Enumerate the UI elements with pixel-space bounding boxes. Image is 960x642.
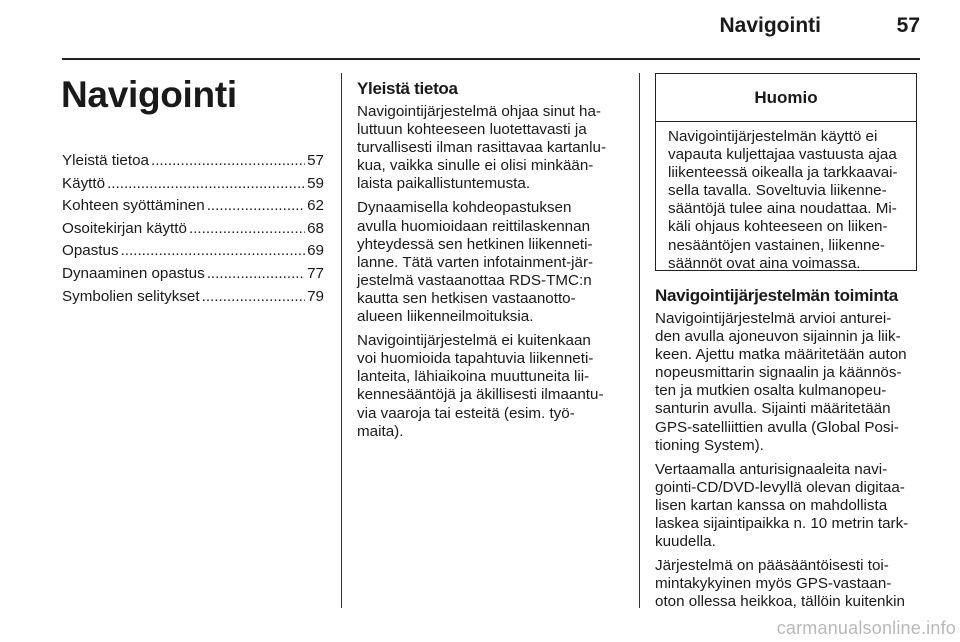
toc-entry[interactable] — [62, 240, 324, 263]
paragraph — [357, 332, 625, 441]
toc-page: 68 — [307, 219, 324, 237]
toc-page: 59 — [307, 174, 324, 192]
text-line: avulla huomioidaan reittilaskennan — [357, 217, 591, 235]
text-line: kua, vaikka sinulle ei olisi minkään- — [357, 157, 594, 175]
text-line: gointi-CD/DVD-levyllä olevan digitaa- — [655, 478, 905, 496]
toc-label: Dynaaminen opastus — [62, 264, 205, 282]
note-title: Huomio — [656, 74, 916, 122]
text-line: Navigointijärjestelmän käyttö ei — [668, 128, 878, 145]
header-divider — [62, 58, 920, 60]
toc-entry[interactable] — [62, 218, 324, 241]
toc-entry[interactable] — [62, 150, 324, 173]
toc-leader — [189, 218, 305, 240]
toc-page: 69 — [307, 242, 324, 260]
table-of-contents — [62, 150, 324, 308]
text-line: Navigointijärjestelmä arvioi anturei- — [655, 310, 892, 327]
toc-leader — [202, 286, 306, 308]
text-line: lanteita, lähiaikoina muuttuneita lii- — [357, 368, 590, 386]
watermark-text: carmanualsonline.info — [776, 618, 956, 638]
text-line: lisen kartan kanssa on mahdollista — [655, 496, 888, 514]
toc-label: Symbolien selitykset — [62, 287, 200, 305]
column-divider-left — [341, 73, 342, 608]
text-line: oton ollessa heikkoa, tällöin kuitenkin — [655, 593, 905, 611]
toc-label: Opastus — [62, 242, 119, 260]
section-general-info — [357, 79, 625, 447]
text-line: nopeusmittarin signaalin ja käännös- — [655, 364, 902, 382]
text-line: keen. Ajettu matka määritetään auton — [655, 346, 907, 364]
text-line: voi huomioida tapahtuvia liikenneti- — [357, 350, 594, 368]
text-line: turvallisesti ilman rasittavaa kartanlu- — [357, 139, 606, 157]
text-line: yhteydessä sen hetkinen liikenneti- — [357, 235, 593, 253]
text-line: GPS-satelliittien avulla (Global Posi- — [655, 418, 899, 436]
text-line: vapauta kuljettajaa vastuusta ajaa — [668, 146, 897, 164]
toc-leader — [121, 240, 306, 262]
chapter-title: Navigointi — [61, 74, 237, 115]
text-line: alueen liikenneilmoituksia. — [357, 308, 534, 326]
paragraph — [357, 199, 625, 326]
paragraph — [655, 461, 922, 551]
text-line: laista paikallistuntemusta. — [357, 175, 531, 193]
text-line: maita). — [357, 422, 404, 440]
paragraph — [655, 557, 922, 611]
text-line: Vertaamalla anturisignaaleita navi- — [655, 460, 888, 478]
column-divider-right — [639, 73, 640, 608]
paragraph — [357, 103, 625, 193]
text-line: lanne. Tätä varten infotainment-jär- — [357, 253, 594, 271]
section-heading: Navigointijärjestelmän toiminta — [655, 286, 898, 305]
running-header-title: Navigointi — [719, 14, 821, 37]
page-number: 57 — [896, 14, 920, 37]
toc-label: Käyttö — [62, 174, 106, 192]
text-line: den avulla ajoneuvon sijainnin ja liik- — [655, 328, 901, 346]
toc-page: 77 — [307, 264, 324, 282]
toc-page: 57 — [307, 152, 324, 169]
text-line: käli ohjaus kohteeseen on liiken- — [668, 218, 888, 236]
text-line: via vaaroja tai esteitä (esim. työ- — [357, 404, 575, 422]
text-line: sääntöjä tulee aina noudattaa. Mi- — [668, 200, 897, 218]
text-line: luttuun kohteeseen luotettavasti ja — [357, 121, 587, 139]
toc-entry[interactable] — [62, 263, 324, 286]
toc-page: 62 — [307, 197, 324, 215]
toc-label: Yleistä tietoa — [62, 152, 149, 169]
text-line: sella tavalla. Soveltuvia liikenne- — [668, 182, 887, 200]
toc-entry[interactable] — [62, 173, 324, 196]
text-line: kautta sen hetkisen vastaanotto- — [357, 289, 576, 307]
text-line: ten ja mutkien osalta kulmanopeu- — [655, 382, 887, 400]
text-line: mintakykyinen myös GPS-vastaan- — [655, 575, 892, 593]
text-line: nesääntöjen vastainen, liikenne- — [668, 236, 885, 254]
text-line: kennesääntöjä ja äkillisesti ilmaantu- — [357, 386, 604, 404]
text-line: liikenteessä oikealla ja tarkkaavai- — [668, 164, 898, 182]
toc-entry[interactable] — [62, 195, 324, 218]
text-line: kuudella. — [655, 533, 716, 551]
note-box — [655, 73, 917, 271]
toc-leader — [207, 195, 305, 217]
toc-page: 79 — [307, 287, 324, 305]
text-line: Navigointijärjestelmä ei kuitenkaan — [357, 332, 591, 350]
section-system-operation — [655, 286, 922, 618]
text-line: säännöt ovat aina voimassa. — [668, 254, 861, 272]
section-heading: Yleistä tietoa — [357, 79, 458, 98]
text-line: laskea sijaintipaikka n. 10 metrin tark- — [655, 515, 909, 533]
paragraph — [655, 310, 922, 455]
text-line: santurin avulla. Sijainti määritetään — [655, 400, 891, 418]
toc-label: Osoitekirjan käyttö — [62, 219, 187, 237]
text-line: tioning System). — [655, 436, 764, 454]
toc-leader — [151, 150, 305, 172]
toc-leader — [207, 263, 305, 285]
text-line: Navigointijärjestelmä ohjaa sinut ha- — [357, 103, 601, 120]
text-line: Järjestelmä on pääsääntöisesti toi- — [655, 557, 889, 575]
text-line: Dynaamisella kohdeopastuksen — [357, 199, 572, 217]
toc-entry[interactable] — [62, 286, 324, 309]
toc-leader — [107, 173, 305, 195]
text-line: jestelmä vastaanottaa RDS-TMC:n — [357, 271, 592, 289]
note-body — [656, 122, 916, 273]
toc-label: Kohteen syöttäminen — [62, 197, 205, 215]
